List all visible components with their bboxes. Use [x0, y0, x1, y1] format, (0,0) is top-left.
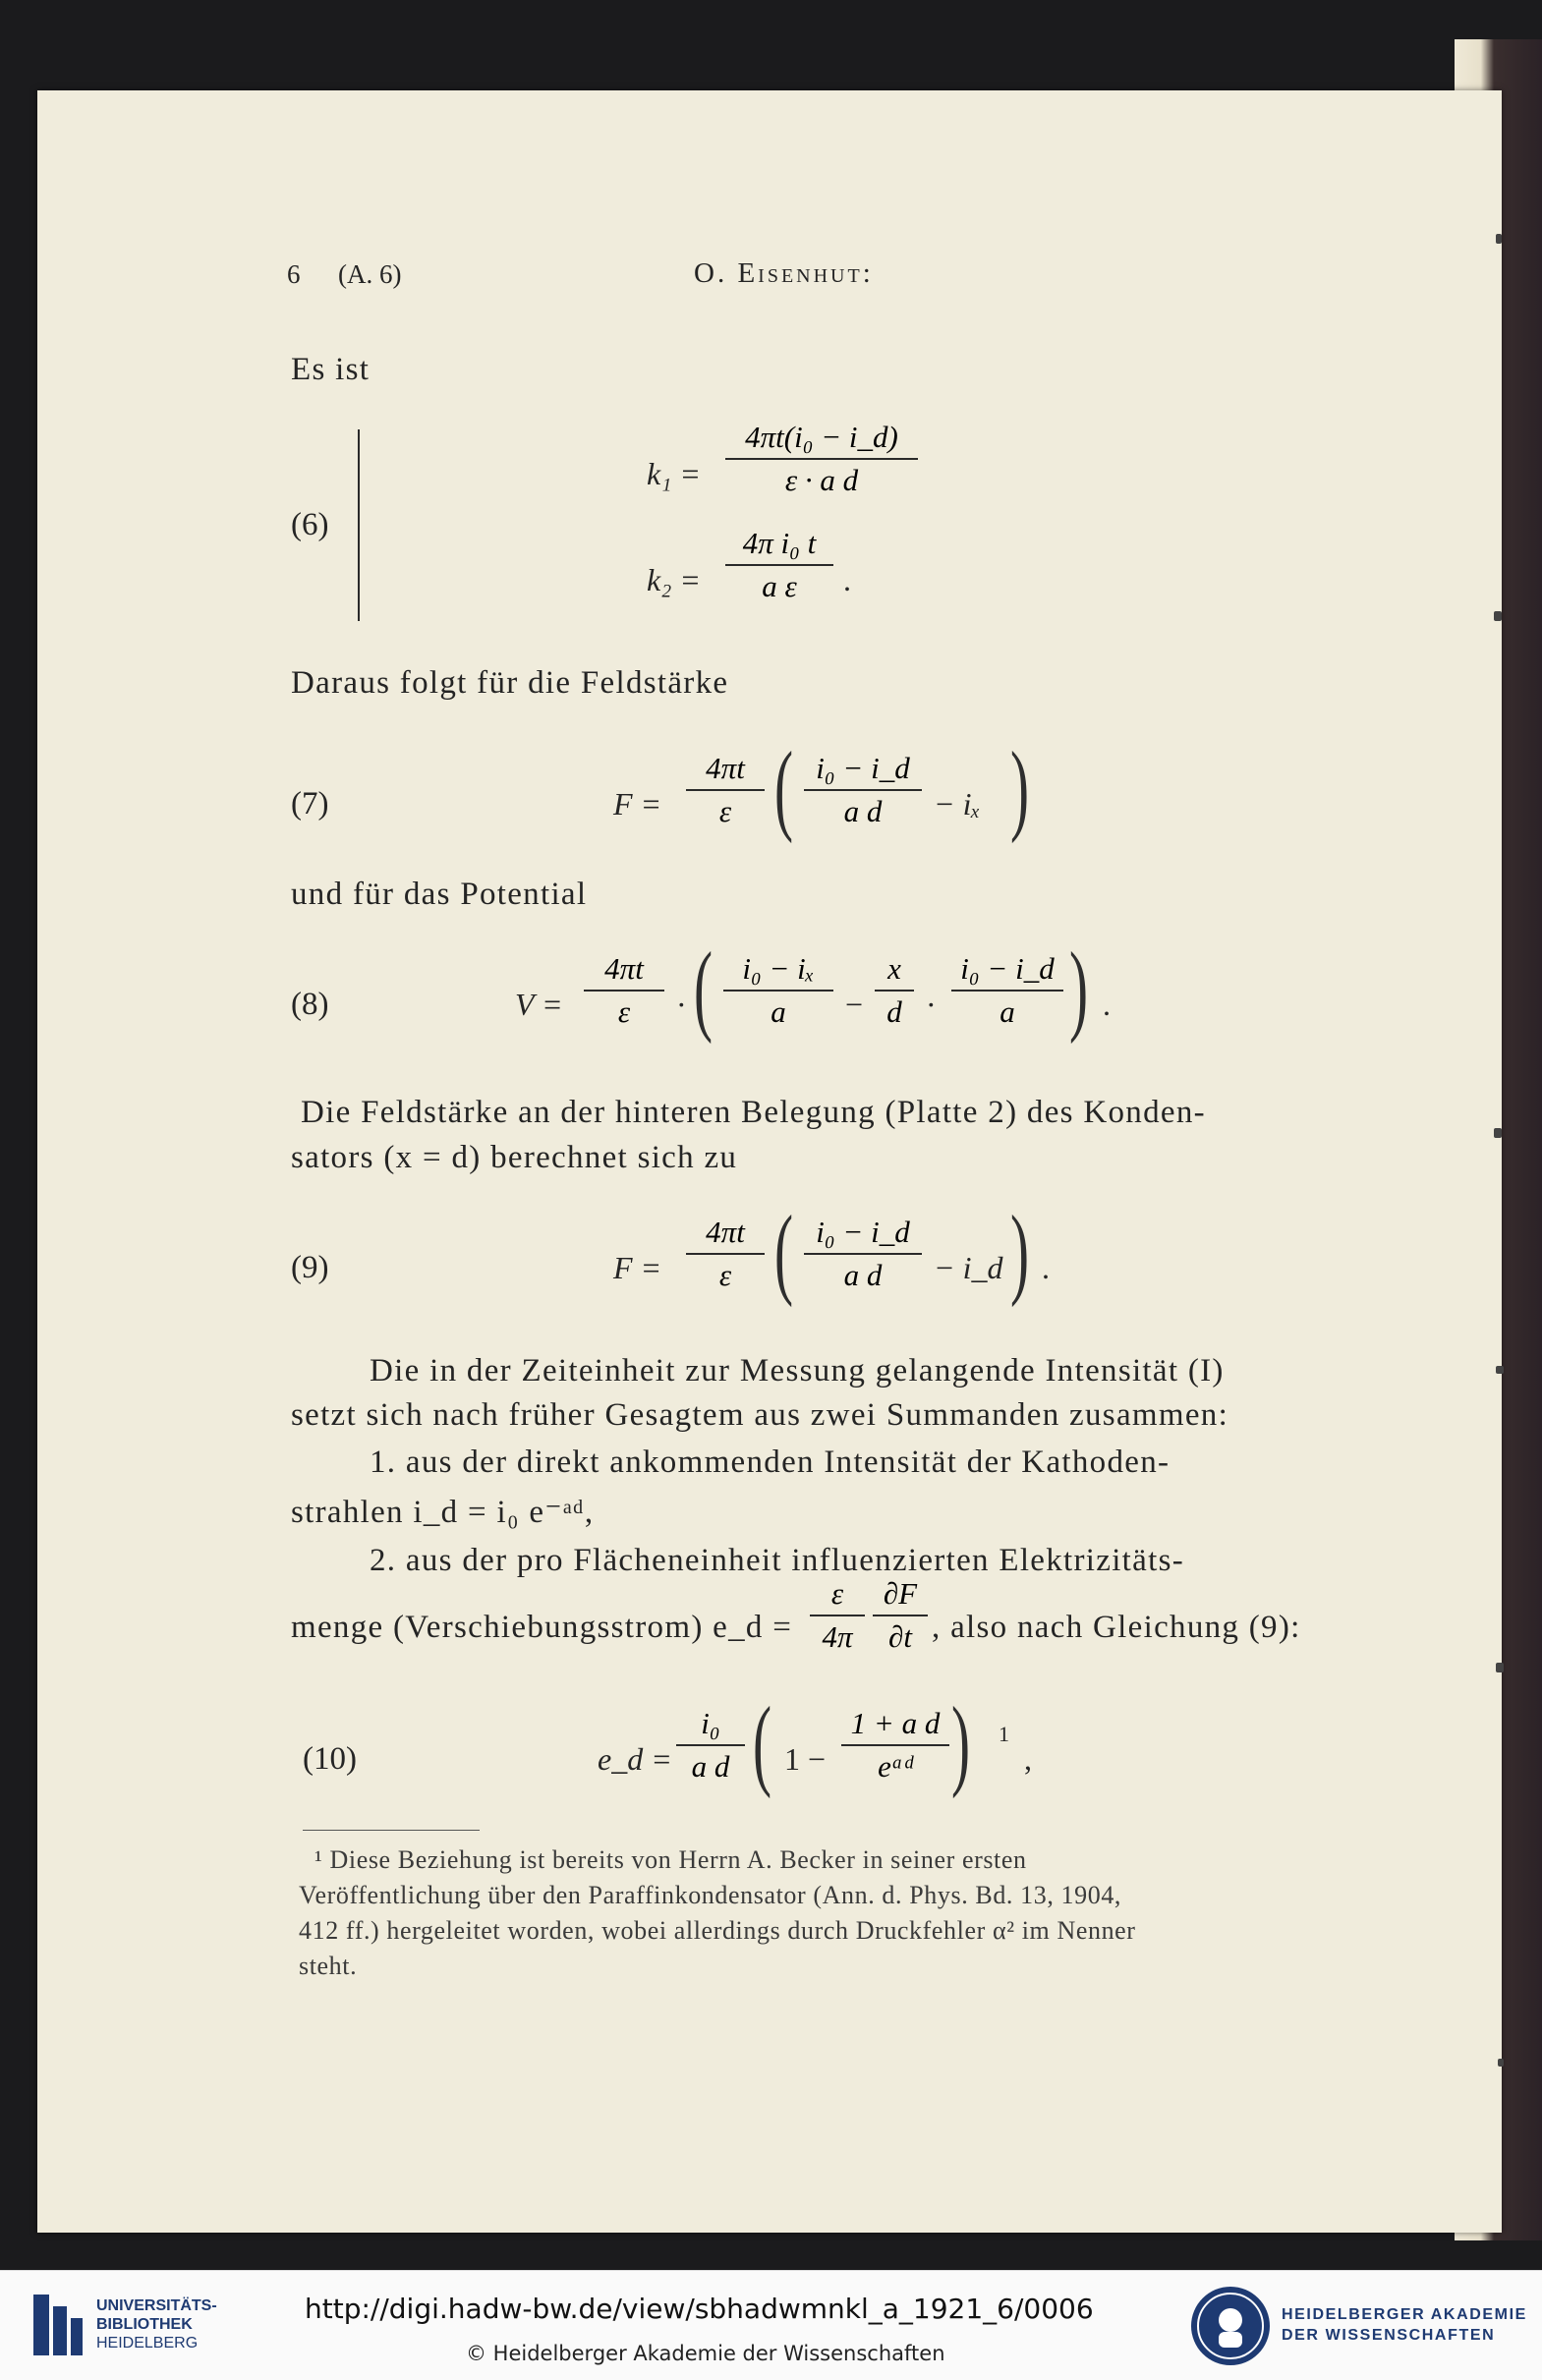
eq9-f2-num: i₀ − i_d [816, 1215, 910, 1249]
fraction-bar [841, 1744, 949, 1746]
fraction-bar [723, 990, 833, 992]
eq8-f3-num: x [887, 951, 901, 986]
eq6-k1-num: 4πt(i₀ − i_d) [745, 420, 898, 454]
eq6-brace [358, 429, 360, 621]
eq8-lhs: V = [515, 987, 563, 1022]
speck [1496, 1663, 1504, 1672]
eq7-rparen: ) [1010, 731, 1030, 844]
eq6-label: (6) [291, 507, 329, 542]
eq9-f2-den: a d [843, 1258, 883, 1292]
eq7-label: (7) [291, 786, 329, 822]
fraction-bar [804, 789, 922, 791]
inline-frac2 [873, 1576, 928, 1655]
eq6-k2-lhs: k₂ = [647, 562, 701, 597]
eq7-f2-num: i₀ − i_d [816, 751, 910, 785]
eq6-k1-den: ε · a d [784, 463, 859, 497]
eq9-f1-num: 4πt [706, 1215, 745, 1249]
book-page [37, 90, 1502, 2233]
running-head-author: O. Eisenhut: [694, 257, 874, 289]
eq7-f1-num: 4πt [706, 751, 745, 785]
eq10-lparen: ( [753, 1686, 772, 1799]
para-line6: menge (Verschiebungsstrom) e_d = [291, 1610, 793, 1645]
eq7-lparen: ( [774, 731, 794, 844]
speck [1496, 234, 1502, 244]
eq6-k2-num: 4π i₀ t [742, 526, 817, 560]
eq7-frac1 [686, 751, 765, 829]
para-line1: Die in der Zeiteinheit zur Messung gelangende Intensität (I) [370, 1353, 1225, 1388]
footnote-line3: 412 ff.) hergeleitet worden, wobei allerdings durch Druckfehler α² im Nenner [299, 1916, 1136, 1945]
eq9-frac2 [804, 1215, 922, 1293]
footnote-line4: steht. [299, 1952, 358, 1980]
eq10-f1-den: a d [691, 1749, 730, 1784]
speck [1494, 611, 1502, 621]
footnote-line2: Veröffentlichung über den Paraffinkondensator (Ann. d. Phys. Bd. 13, 1904, [299, 1881, 1122, 1909]
university-library-name [96, 2296, 217, 2352]
eq9-label: (9) [291, 1250, 329, 1285]
logo-line: HEIDELBERG [96, 2335, 199, 2352]
logo-line: DER WISSENSCHAFTEN [1282, 2327, 1496, 2344]
copyright-text: © Heidelberger Akademie der Wissenschaften [466, 2342, 945, 2365]
inline-frac1 [810, 1576, 865, 1655]
eq7-tail: − iₓ [934, 786, 981, 822]
eq9-frac1 [686, 1215, 765, 1293]
para-line6-end: , also nach Gleichung (9): [932, 1610, 1301, 1645]
para-line2: setzt sich nach früher Gesagtem aus zwei Summanden zusammen: [291, 1397, 1229, 1433]
academy-seal-icon [1191, 2287, 1270, 2365]
eq10-end: , [1024, 1741, 1032, 1777]
eq8-f4-den: a [999, 994, 1015, 1029]
fraction-bar [676, 1744, 745, 1746]
para-line4: strahlen i_d = i₀ e⁻ᵃᵈ, [291, 1495, 595, 1530]
eq10-lhs: e_d = [598, 1741, 672, 1777]
academy-name [1282, 2304, 1527, 2346]
eq8-f2-den: a [771, 994, 786, 1029]
eq8-dot2: · [926, 987, 937, 1022]
text-feldstaerke: Daraus folgt für die Feldstärke [291, 665, 729, 701]
fraction-bar [875, 990, 914, 992]
eq8-end: . [1103, 987, 1111, 1022]
eq8-frac2 [723, 951, 833, 1030]
eq8-f1-num: 4πt [604, 951, 644, 986]
text-potential: und für das Potential [291, 877, 588, 912]
eq9-rparen: ) [1010, 1195, 1030, 1308]
fraction-bar [686, 789, 765, 791]
logo-line: BIBLIOTHEK [96, 2316, 193, 2333]
inline-f2-den: ∂t [888, 1619, 912, 1654]
speck [1496, 1366, 1504, 1374]
university-library-logo-icon [29, 2289, 86, 2361]
eq8-minus: − [845, 987, 864, 1022]
eq10-f2-den: eᵃᵈ [878, 1749, 913, 1784]
eq7-lhs: F = [613, 786, 662, 822]
page-ref: (A. 6) [338, 259, 402, 289]
eq9-f1-den: ε [718, 1258, 732, 1292]
eq8-frac1 [584, 951, 664, 1030]
eq8-rparen: ) [1069, 932, 1089, 1045]
speck [1498, 2059, 1504, 2067]
footnote-rule [303, 1830, 480, 1831]
eq9-lparen: ( [774, 1195, 794, 1308]
fraction-bar [804, 1253, 922, 1255]
intro-text: Es ist [291, 352, 371, 387]
eq10-label: (10) [303, 1741, 357, 1777]
eq6-period: . [843, 562, 851, 597]
inline-f2-num: ∂F [883, 1576, 918, 1611]
eq8-dot: · [676, 987, 687, 1022]
eq7-f1-den: ε [718, 794, 732, 828]
eq7-f2-den: a d [843, 794, 883, 828]
fraction-bar [686, 1253, 765, 1255]
fraction-bar [725, 458, 918, 460]
eq10-frac2 [841, 1706, 949, 1785]
eq9-tail: − i_d [934, 1250, 1003, 1285]
text-hinten-line1: Die Feldstärke an der hinteren Belegung (Platte 2) des Konden- [301, 1095, 1206, 1130]
inline-f1-num: ε [830, 1576, 844, 1611]
eq9-lhs: F = [613, 1250, 662, 1285]
logo-line: HEIDELBERGER AKADEMIE [1282, 2306, 1527, 2323]
eq10-one: 1 − [784, 1741, 827, 1777]
fraction-bar [584, 990, 664, 992]
logo-line: UNIVERSITÄTS- [96, 2297, 217, 2314]
permalink-url[interactable]: http://digi.hadw-bw.de/view/sbhadwmnkl_a_1921_6/0006 [305, 2293, 1094, 2325]
eq10-footnote-ref: 1 [999, 1722, 1009, 1746]
eq9-end: . [1042, 1250, 1050, 1285]
fraction-bar [810, 1615, 865, 1616]
text-hinten-line2: sators (x = d) berechnet sich zu [291, 1140, 738, 1175]
eq6-k1-lhs: k₁ = [647, 456, 701, 491]
eq6-k2-den: a ε [762, 569, 797, 603]
fraction-bar [873, 1615, 928, 1616]
eq8-f2-num: i₀ − iₓ [742, 951, 815, 986]
fraction-bar [725, 564, 833, 566]
inline-f1-den: 4π [822, 1619, 853, 1654]
eq8-f3-den: d [886, 994, 902, 1029]
eq10-rparen: ) [951, 1686, 971, 1799]
speck [1494, 1128, 1502, 1138]
viewer-footer [0, 2270, 1542, 2380]
eq10-f1-num: i₀ [701, 1706, 720, 1740]
page-number: 6 [287, 259, 301, 289]
eq8-frac4 [951, 951, 1063, 1030]
para-line5: 2. aus der pro Flächeneinheit influenzierten Elektrizitäts- [370, 1543, 1184, 1578]
para-line3: 1. aus der direkt ankommenden Intensität der Kathoden- [370, 1445, 1171, 1480]
eq8-f1-den: ε [617, 994, 631, 1029]
footnote-line1: ¹ Diese Beziehung ist bereits von Herrn A. Becker in seiner ersten [314, 1845, 1027, 1874]
eq6-k2-frac [725, 526, 833, 604]
eq7-frac2 [804, 751, 922, 829]
eq10-f2-num: 1 + a d [850, 1706, 941, 1740]
fraction-bar [951, 990, 1063, 992]
eq6-k1-frac [725, 420, 918, 498]
eq8-f4-num: i₀ − i_d [960, 951, 1055, 986]
eq8-label: (8) [291, 987, 329, 1022]
eq10-frac1 [676, 1706, 745, 1785]
eq8-lparen: ( [694, 932, 714, 1045]
eq8-frac3 [875, 951, 914, 1030]
